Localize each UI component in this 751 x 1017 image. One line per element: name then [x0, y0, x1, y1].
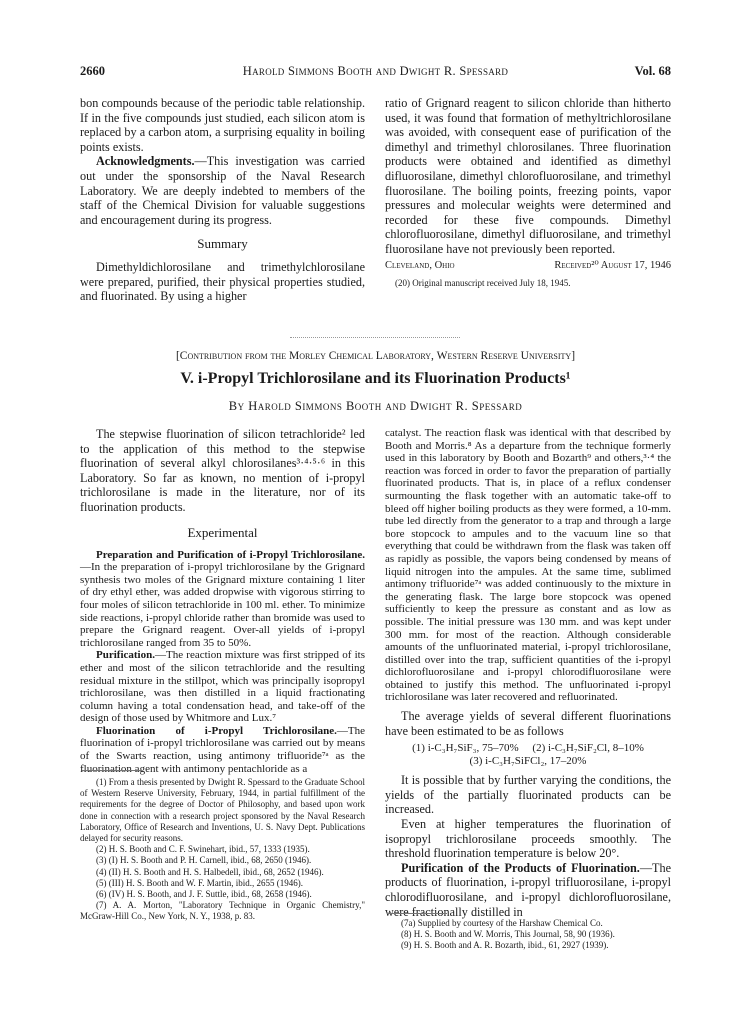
- paragraph: catalyst. The reaction flask was identical with that described by Booth and Morris.⁸ As a departure from the technique formerly used in this laboratory by Booth and Bozarth⁹ and others,³·⁴ the reaction was forced in order to favor the preparation of partially fluorinated products. That is, in place of a reflux condenser surmounting the flask together with an automatic take-off to bleed off higher boiling products as they were formed, a 10-mm. tube led directly from the generator to a trap and through a large bore stopcock to ampules and to the vacuum line so that everything that could be withdrawn from the flask was taken off as rapidly as possible, the vapors being condensed by means of liquid nitrogen into the ampules. At the same time, sublimed antimony trifluoride⁷ᵃ was added continuously to the mixture in the generating flask. The large bore stopcock was opened sufficiently to keep the pressure as constant and as low as possible. The initial pressure was 130 mm. and was kept under 300 mm. for most of the reaction. Although considerable amounts of the unfluorinated material, i-propyl trichlorosilane, distilled over into the trap, sufficient quantities of the i-propyl dichlorofluorosilane and i-propyl chlorodifluorosilane were obtained to justify this method. The unfluorinated i-propyl trichlorosilane was later recovered and refluorinated.: [385, 427, 671, 704]
- footnote-rule: [82, 770, 142, 771]
- byline: By Harold Simmons Booth and Dwight R. Spessard: [228, 399, 523, 413]
- paragraph: bon compounds because of the periodic table relationship. If in the five compounds just studied, each silicon atom is replaced by a carbon atom, a surprising equality in boiling points exists.: [80, 96, 365, 154]
- preparation-text: —In the preparation of i-propyl trichlorosilane by the Grignard synthesis two moles of the Grignard mixture containing 1 liter of dry ethyl ether, was added dropwise with vigorous stirring to four moles of silicon tetrachloride in 100 ml. ether. To minimize side reactions, i-propyl chloride rather than bromide was used to prepare the Grignard reagent. Over-all yields of i-propyl trichlorosilane ranged from 35 to 50%.: [80, 561, 365, 649]
- summary-text: Dimethyldichlorosilane and trimethylchlorosilane were prepared, purified, their physical properties studied, and fluorinated. By using a higher: [80, 259, 365, 304]
- paragraph: ratio of Grignard reagent to silicon chloride than hitherto used, it was found that formation of methyltrichlorosilane was avoided, with consequent ease of purification of the dimethyl and trimethyl chlorosilanes. Three fluorination products were obtained and identified as dimethyl difluorosilane, dimethyl chlorofluorosilane, and trimethyl fluorosilane. The boiling points, freezing points, vapor pressures and molecular weights were determined and recorded for these five compounds. Dimethyl chlorofluorosilane, dimethyl difluorosilane, and trimethyl fluorosilane have not previously been reported.: [385, 96, 671, 256]
- right-main-column: [385, 427, 671, 919]
- paragraph: It is possible that by further varying the conditions, the yields of the partially fluorinated products can be increased.: [385, 773, 671, 817]
- purification-text: —The reaction mixture was first stripped of its ether and most of the silicon tetrachloride and the resulting residual mixture in the stillpot, which was principally isopropyl trichlorosilane, was then distilled in a liquid fractionating column having a total condensation head, and take-off of the design of those used by Whitmore and Lux.⁷: [80, 649, 365, 725]
- equation-line: (1) i-C₃H₇SiF₃, 75–70% (2) i-C₃H₇SiF₂Cl, 8–10%: [412, 742, 644, 755]
- article-title: V. i-Propyl Trichlorosilane and its Fluorination Products¹: [180, 370, 571, 387]
- purification-products-label: Purification of the Products of Fluorination.: [401, 860, 640, 875]
- paragraph: Even at higher temperatures the fluorination of isopropyl trichlorosilane proceeds smoothly. The threshold fluorination temperature is below 20°.: [385, 817, 671, 861]
- top-left-column: [80, 96, 365, 304]
- footnote: (1) From a thesis presented by Dwight R. Spessard to the Graduate School of Western Reserve University, February, 1944, in partial fulfillment of the requirements for the degree of Doctor of Philosophy, and based upon work done in connection with a research project sponsored by the Naval Research Laboratory, Office of Research and Inventions, U. S. Navy Dept. Publications delayed for security reasons.: [80, 777, 365, 844]
- running-authors: Harold Simmons Booth and Dwight R. Spessard: [242, 64, 509, 78]
- equation-line: (3) i-C₃H₇SiFCl₂, 17–20%: [469, 755, 587, 768]
- received-date: Received²⁰ August 17, 1946: [554, 259, 671, 271]
- footnote: (8) H. S. Booth and W. Morris, This Journal, 58, 90 (1936).: [401, 929, 615, 940]
- purification-label: Purification.: [96, 649, 155, 662]
- location: Cleveland, Ohio: [385, 259, 455, 271]
- fluorination-text: —The fluorination of i-propyl trichlorosilane was carried out by means of the Swarts reaction, using antimony trifluoride⁷ᵃ as the fluorination agent with antimony pentachloride as a: [80, 724, 365, 775]
- section-divider: [290, 337, 460, 338]
- acknowledgments-label: Acknowledgments.: [96, 154, 195, 169]
- volume-label: Vol. 68: [634, 64, 671, 78]
- yields-intro: The average yields of several different fluorinations have been estimated to be as follows: [385, 709, 671, 738]
- fluorination-label: Fluorination of i-Propyl Trichlorosilane.: [96, 724, 337, 737]
- purification-products-text: —The products of fluorination, i-propyl trifluorosilane, i-propyl chlorodifluorosilane, and i-propyl dichlorofluorosilane, were fractionally distilled in: [385, 860, 671, 919]
- footnote: (5) (III) H. S. Booth and W. F. Martin, ibid., 2655 (1946).: [96, 877, 304, 888]
- top-right-column: [385, 96, 671, 289]
- left-footnotes: [80, 777, 365, 923]
- summary-heading: Summary: [197, 236, 248, 252]
- right-footnotes: [385, 918, 671, 952]
- footnote: (7a) Supplied by courtesy of the Harshaw Chemical Co.: [401, 918, 603, 928]
- left-main-column: [80, 427, 365, 775]
- footnote: (7) A. A. Morton, "Laboratory Technique in Organic Chemistry," McGraw-Hill Co., New York, N. Y., 1938, p. 83.: [80, 900, 365, 922]
- footnote: (2) H. S. Booth and C. F. Swinehart, ibid., 57, 1333 (1935).: [96, 844, 310, 855]
- experimental-heading: Experimental: [187, 524, 258, 540]
- footnote: (9) H. S. Booth and A. R. Bozarth, ibid., 61, 2927 (1939).: [401, 940, 609, 951]
- intro-paragraph: The stepwise fluorination of silicon tetrachloride² led to the application of this method to the stepwise fluorination of several alkyl chlorosilanes³·⁴·⁵·⁶ in this Laboratory. So far as known, no mention of i-propyl trichlorosilane is made in the literature, nor of its fluorination products.: [80, 427, 365, 514]
- footnote: (3) (I) H. S. Booth and P. H. Carnell, ibid., 68, 2650 (1946).: [96, 855, 312, 866]
- footnote-rule: [387, 913, 447, 914]
- footnote: (6) (IV) H. S. Booth, and J. F. Suttle, ibid., 68, 2658 (1946).: [96, 889, 312, 900]
- footnote: (4) (II) H. S. Booth and H. S. Halbedell, ibid., 68, 2652 (1946).: [96, 866, 324, 877]
- footnote: (20) Original manuscript received July 18, 1945.: [395, 277, 571, 288]
- preparation-label: Preparation and Purification of i-Propyl Trichlorosilane.: [96, 548, 365, 561]
- acknowledgments-text: —This investigation was carried out under the sponsorship of the Naval Research Laboratory. We are deeply indebted to members of the staff of the Chemical Division for valuable suggestions and encouragement during its progress.: [80, 154, 365, 227]
- page-number: 2660: [80, 64, 105, 78]
- contribution-line: [Contribution from the Morley Chemical Laboratory, Western Reserve University]: [175, 350, 576, 362]
- running-header: [80, 64, 671, 82]
